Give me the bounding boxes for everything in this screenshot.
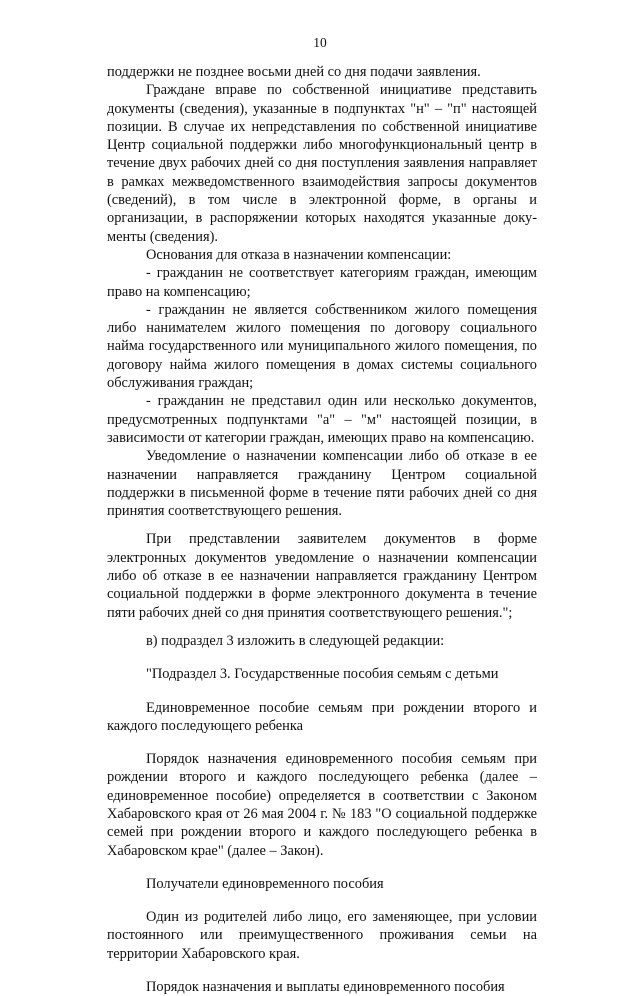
list-item-refusal-category: - гражданин не соответствует категориям граждан, имеющим право на компенсацию; [107,265,537,300]
paragraph-refusal-grounds: Основания для отказа в назначении компенсации: [146,246,452,263]
paragraph-continuation: поддержки не позднее восьми дней со дня подачи заявления. [107,64,481,80]
paragraph-documents-initiative: Граждане вправе по собственной инициативе представить документы (сведения), указанные в подпунктах "н" – "п" настоящей позиции. В случае их непредставления по собственной инициативе Центр социальной поддержки либо многофункциональный центр в течение двух рабочих дней со дня поступления заявления направляет в рамках межведомственного взаимодействия запросы документов (сведений), в том числе в электронной форме, в органы и организации, в распоряжении которых находятся указанные документы (сведения). [107,82,537,245]
paragraph-electronic-notification: При представлении заявителем документов в форме электронных документов уведомление о назначении компенсации либо об отказе в ее назначении направляется гражданину Центром социальной поддержки в форме электронного документа в течение пяти рабочих дней со дня принятия соответствующего решения."; [107,531,537,621]
list-item-refusal-owner: - гражданин не является собственником жилого помещения либо нанимателем жилого помещения по договору социального найма государственного или муниципального жилого помещения, по договору найма жилого помещения в домах системы социального обслуживания граждан; [107,301,537,392]
list-item-refusal-documents: - гражданин не представил один или несколько документов, предусмотренных подпунктами "а" – "м" настоящей позиции, в зависимости от категории граждан, имеющих право на компенсацию. [107,393,537,446]
page-body [107,63,537,996]
paragraph-allowance-procedure: Порядок назначения единовременного пособия семьям при рождении второго и каждого последующего ребенка (далее – единовременное пособие) определяется в соответствии с Законом Хабаровского края от 26 мая 2004 г. № 183 "О социальной поддержке семей при рождении второго и каждого последующего ребенка в Хабаровском крае" (далее – Закон). [107,751,537,859]
paragraph-notification: Уведомление о назначении компенсации либо об отказе в ее назначении направляется гражданину Центром социальной поддержки в письменной форме в течение пяти рабочих дней со дня принятия соответствующего решения. [107,448,537,520]
page-number: 10 [313,35,327,50]
paragraph-recipients: Один из родителей либо лицо, его заменяющее, при условии постоянного или преимущественного проживания семьи на территории Хабаровского края. [107,909,537,962]
subsection-heading: "Подраздел 3. Государственные пособия семьям с детьми [146,666,499,683]
paragraph-subsection-amendment: в) подраздел 3 изложить в следующей редакции: [146,632,445,649]
recipients-heading: Получатели единовременного пособия [146,875,384,892]
allowance-heading: Единовременное пособие семьям при рождении второго и каждого последующего ребенка [107,699,537,734]
payment-procedure-heading: Порядок назначения и выплаты единовременного пособия [146,979,505,996]
